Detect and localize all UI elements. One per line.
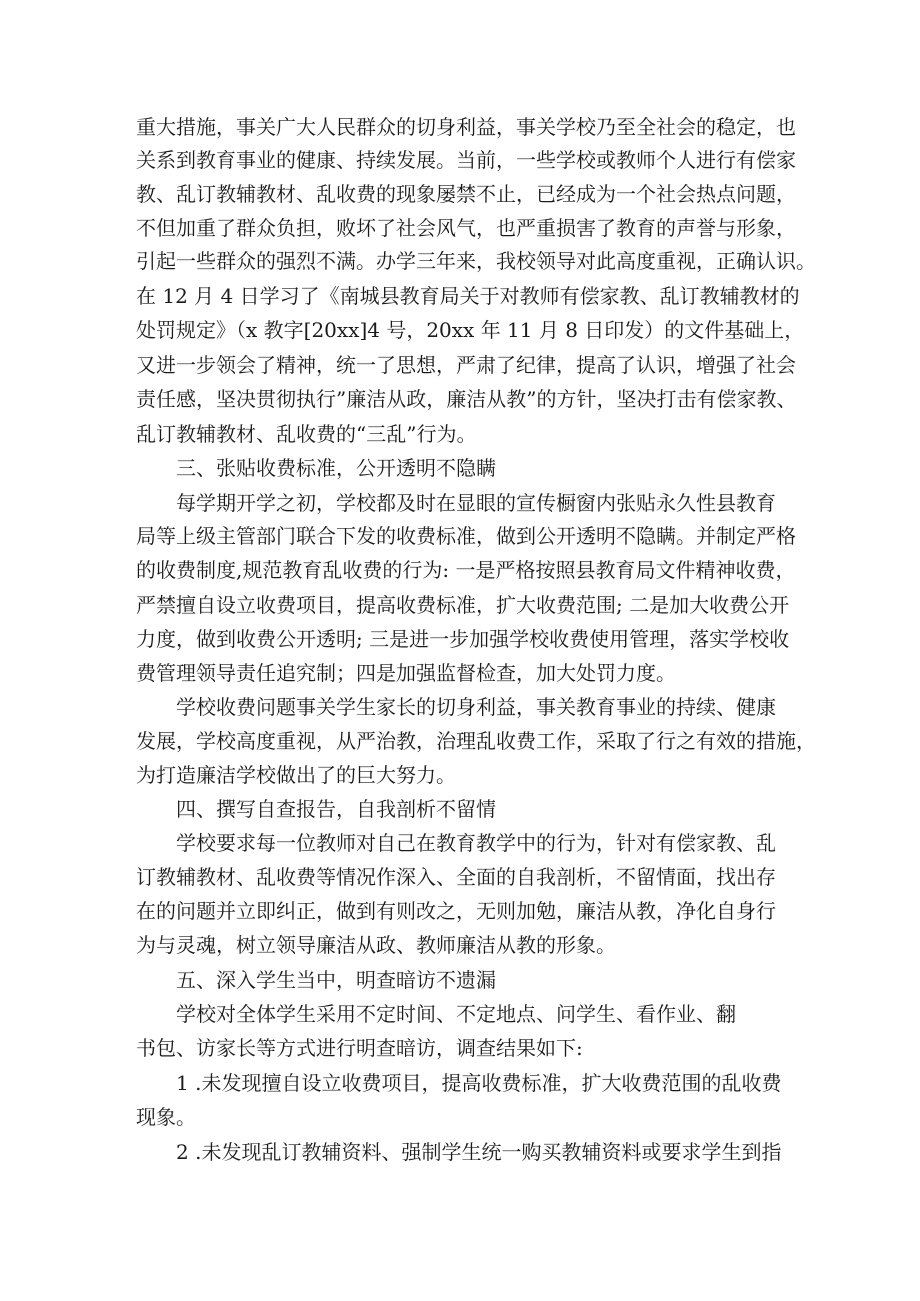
- paragraph-line: 引起一些群众的强烈不满。办学三年来，我校领导对此高度重视，正确认识。: [136, 249, 816, 273]
- list-item: 1 .未发现擅自设立收费项目，提高收费标准，扩大收费范围的乱收费: [176, 1071, 782, 1095]
- paragraph-line: 学校要求每一位教师对自己在教育教学中的行为，针对有偿家教、乱: [176, 831, 776, 855]
- paragraph-line: 的收费制度,规范教育乱收费的行为: 一是严格按照县教育局文件精神收费，: [136, 558, 796, 582]
- paragraph-line: 为与灵魂，树立领导廉洁从政、教师廉洁从教的形象。: [136, 933, 616, 957]
- paragraph-line: 教、乱订教辅教材、乱收费的现象屡禁不止，已经成为一个社会热点问题，: [136, 182, 796, 206]
- paragraph-line: 为打造廉洁学校做出了的巨大努力。: [136, 763, 456, 787]
- section-heading: 三、张贴收费标准，公开透明不隐瞒: [176, 456, 496, 480]
- paragraph-line: 学校对全体学生采用不定时间、不定地点、问学生、看作业、翻: [176, 1002, 736, 1026]
- paragraph-line: 重大措施，事关广大人民群众的切身利益，事关学校乃至全社会的稳定，也: [136, 115, 796, 139]
- paragraph-line: 乱订教辅教材、乱收费的“三乱”行为。: [136, 422, 477, 446]
- list-item: 2 .未发现乱订教辅资料、强制学生统一购买教辅资料或要求学生到指: [176, 1140, 782, 1164]
- paragraph-line: 力度，做到收费公开透明; 三是进一步加强学校收费使用管理，落实学校收: [136, 627, 790, 651]
- list-item-continuation: 现象。: [136, 1105, 196, 1129]
- paragraph-line: 学校收费问题事关学生家长的切身利益，事关教育事业的持续、健康: [176, 695, 776, 719]
- paragraph-line: 局等上级主管部门联合下发的收费标准，做到公开透明不隐瞒。并制定严格: [136, 524, 796, 548]
- paragraph-line: 责任感，坚决贯彻执行”廉洁从政，廉洁从教”的方针，坚决打击有偿家教、: [136, 387, 797, 411]
- paragraph-line: 发展，学校高度重视，从严治教，治理乱收费工作，采取了行之有效的措施，: [136, 729, 816, 753]
- section-heading: 五、深入学生当中，明查暗访不遗漏: [176, 968, 496, 992]
- section-heading: 四、撰写自查报告，自我剖析不留情: [176, 797, 496, 821]
- paragraph-line: 每学期开学之初，学校都及时在显眼的宣传橱窗内张贴永久性县教育: [176, 491, 776, 515]
- paragraph-line: 关系到教育事业的健康、持续发展。当前，一些学校或教师个人进行有偿家: [136, 148, 796, 172]
- paragraph-line: 在 12 月 4 日学习了《南城县教育局关于对教师有偿家教、乱订教辅教材的: [136, 284, 800, 308]
- paragraph-line: 不但加重了群众负担，败坏了社会风气，也严重损害了教育的声誉与形象，: [136, 216, 796, 240]
- paragraph-line: 又进一步领会了精神，统一了思想，严肃了纪律，提高了认识，增强了社会: [136, 353, 796, 377]
- paragraph-line: 费管理领导责任追究制；四是加强监督检查，加大处罚力度。: [136, 661, 676, 685]
- paragraph-line: 书包、访家长等方式进行明查暗访，调查结果如下:: [136, 1036, 583, 1060]
- paragraph-line: 处罚规定》（x 教字[20xx]4 号，20xx 年 11 月 8 日印发）的文件基础上，: [136, 318, 805, 342]
- paragraph-line: 订教辅教材、乱收费等情况作深入、全面的自我剖析，不留情面，找出存: [136, 865, 776, 889]
- paragraph-line: 在的问题并立即纠正，做到有则改之，无则加勉，廉洁从教，净化自身行: [136, 899, 776, 923]
- paragraph-line: 严禁擅自设立收费项目，提高收费标准，扩大收费范围; 二是加大收费公开: [136, 593, 790, 617]
